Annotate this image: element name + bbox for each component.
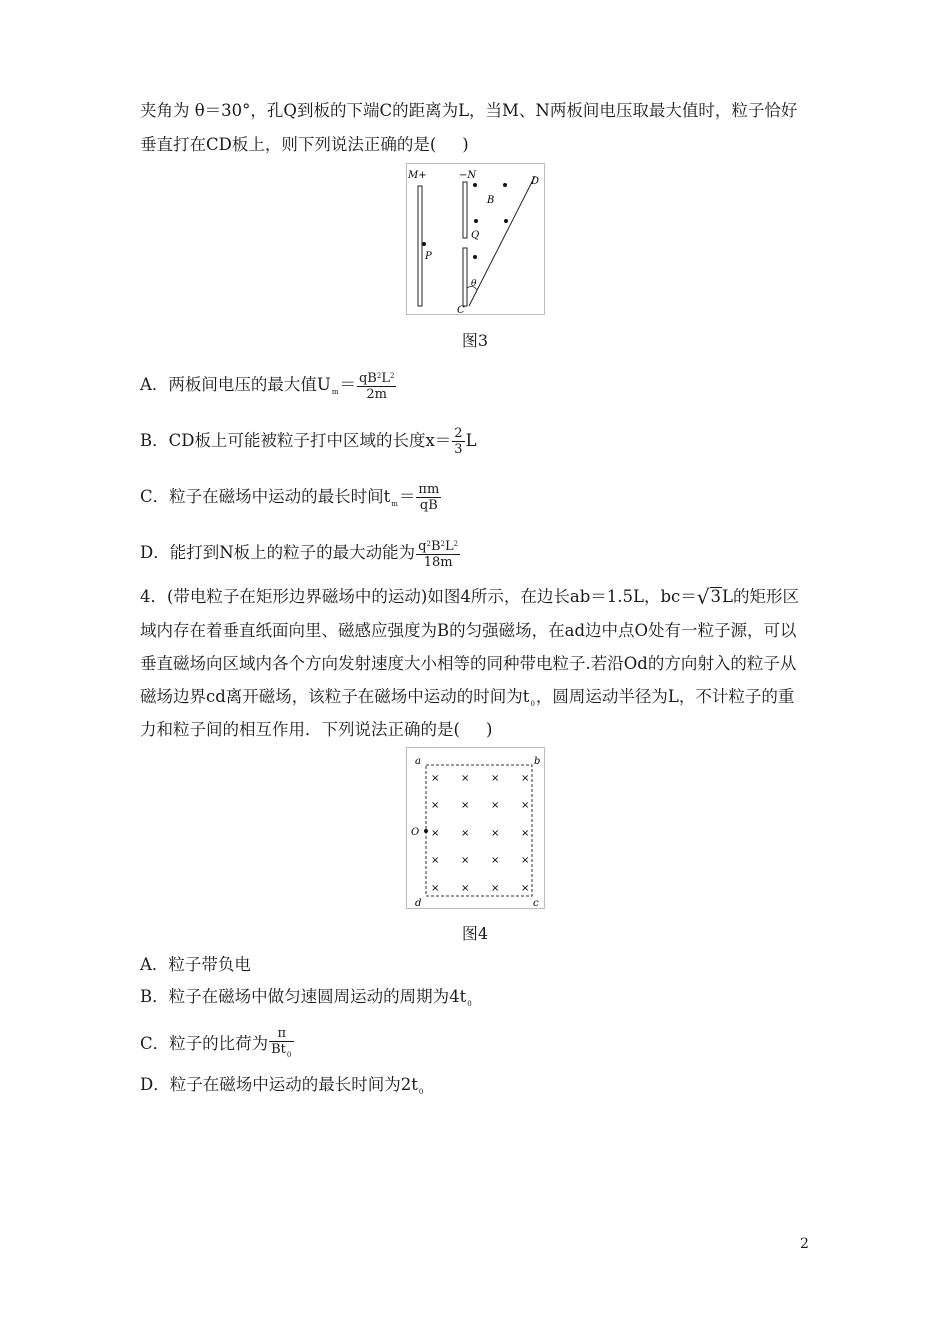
q4-sqrt: 3 (710, 587, 722, 606)
q4-line-4-a: 磁场边界cd离开磁场，该粒子在磁场中运动的时间为t (140, 687, 530, 706)
q4-line-3 (140, 653, 796, 675)
page-number: 2 (800, 1236, 809, 1252)
field-cross: × (521, 828, 530, 839)
q4-c-den-sub: 0 (286, 1051, 292, 1059)
q4-line-1-a: 4．(带电粒子在矩形边界磁场中的运动)如图4所示，在边长ab＝1.5L，bc＝ (140, 587, 697, 606)
field-dot (503, 183, 507, 187)
point-o (424, 829, 428, 833)
q3-a-den: 2m (366, 387, 387, 402)
field-cross: × (491, 855, 500, 866)
field-cross: × (431, 828, 440, 839)
label-q: Q (471, 230, 480, 241)
q3-c-num: πm (418, 482, 440, 497)
field-cross: × (491, 773, 500, 784)
q4-option-a (140, 954, 251, 976)
q4-c-prefix: C．粒子的比荷为 (140, 1034, 269, 1053)
figure-3-caption: 图3 (461, 331, 489, 350)
field-cross: × (461, 855, 470, 866)
field-dot (504, 219, 508, 223)
field-cross: × (461, 800, 470, 811)
point-p (422, 242, 426, 246)
label-a: a (415, 756, 421, 767)
q3-option-c (140, 482, 442, 515)
figure-4 (406, 747, 545, 909)
q3-c-prefix: C．粒子在磁场中运动的最长时间t (140, 487, 391, 506)
q3-b-fraction (452, 426, 464, 457)
q3-b-suffix: L (465, 431, 477, 450)
q3-a-num-sup: 2 (376, 372, 382, 380)
q3-c-eq: ＝ (398, 487, 416, 506)
field-cross: × (521, 800, 530, 811)
q3-b-num: 2 (454, 426, 463, 441)
q3-b-prefix: B．CD板上可能被粒子打中区域的长度x＝ (140, 431, 452, 450)
plate-n-upper (463, 182, 467, 238)
q3-c-fraction (416, 482, 441, 513)
q3-c-den: qB (419, 498, 438, 513)
q3-a-sub: m (331, 388, 339, 396)
field-dot (474, 219, 478, 223)
q3-a-num-l-sup: 2 (389, 372, 395, 380)
intro-text-1: 夹角为 θ＝30°，孔Q到板的下端C的距离为L，当M、N两板间电压取最大值时，粒子恰好 (140, 101, 798, 120)
field-cross: × (461, 828, 470, 839)
field-cross: × (431, 855, 440, 866)
plate-m (418, 186, 422, 306)
q4-d-prefix: D．粒子在磁场中运动的最长时间为2t (140, 1075, 418, 1094)
q4-b-sub: 0 (467, 1000, 472, 1008)
q3-d-num-b: B (430, 539, 441, 554)
field-cross: × (461, 883, 470, 894)
q4-line-4 (140, 686, 794, 715)
q3-d-prefix: D．能打到N板上的粒子的最大动能为 (140, 543, 416, 562)
q4-paren-close: ) (485, 720, 493, 739)
q4-option-b (140, 986, 473, 1015)
label-n-minus: −N (459, 170, 477, 181)
q4-line-4-b: ，圆周运动半径为L，不计粒子的重 (535, 687, 795, 706)
q3-a-eq: ＝ (339, 375, 356, 394)
field-cross: × (461, 773, 470, 784)
q4-a-text: A．粒子带负电 (140, 955, 251, 974)
field-cross: × (521, 855, 530, 866)
q3-d-fraction (416, 537, 460, 570)
label-theta: θ (471, 279, 477, 289)
q3-d-num-l: L (445, 539, 454, 554)
q4-line-3-text: 垂直磁场向区域内各个方向发射速度大小相等的同种带电粒子.若沿Od的方向射入的粒子从 (140, 654, 797, 673)
figure-3 (406, 163, 545, 315)
intro-text-2: 垂直打在CD板上，则下列说法正确的是( (140, 135, 437, 154)
sqrt-icon: √ (696, 585, 710, 609)
figure-3-diagram (407, 164, 544, 314)
q4-line-1-b: L的矩形区 (722, 587, 799, 606)
label-p: P (425, 251, 432, 262)
intro-line-1 (140, 100, 797, 122)
q3-d-den: 18m (423, 555, 453, 570)
q4-line-2-text: 域内存在着垂直纸面向里、磁感应强度为B的匀强磁场，在ad边中点O处有一粒子源，可以 (140, 621, 797, 640)
q4-c-den: Bt (271, 1042, 286, 1057)
q4-b-prefix: B．粒子在磁场中做匀速圆周运动的周期为4t (140, 987, 467, 1006)
q3-d-num-b-sup: 2 (440, 540, 445, 548)
q3-d-num-q: q (418, 539, 427, 554)
field-cross: × (431, 800, 440, 811)
label-d: d (415, 898, 422, 908)
figure-4-diagram (407, 748, 544, 908)
answer-paren-close: ) (462, 135, 469, 154)
field-cross: × (431, 773, 440, 784)
q3-b-den: 3 (454, 442, 463, 457)
q4-line-4-sub: 0 (530, 700, 535, 708)
figure-4-caption: 图4 (461, 924, 489, 943)
field-cross: × (491, 800, 500, 811)
label-b: b (534, 756, 541, 767)
label-m-plus: M+ (408, 170, 427, 181)
field-cross: × (491, 828, 500, 839)
q4-c-fraction (269, 1026, 294, 1063)
plate-cd (469, 176, 535, 306)
field-dot (473, 183, 477, 187)
plate-n-lower (463, 248, 467, 306)
intro-line-2 (140, 134, 469, 156)
label-c: c (533, 898, 539, 908)
q3-a-fraction (357, 369, 396, 402)
label-b: B (487, 195, 495, 206)
q4-line-1 (140, 586, 799, 608)
q4-option-d (140, 1074, 424, 1103)
q4-c-num: π (269, 1026, 294, 1042)
field-cross: × (521, 773, 530, 784)
q4-option-c (140, 1026, 295, 1063)
label-c: C (457, 305, 465, 314)
q4-d-sub: 0 (418, 1088, 424, 1096)
q3-option-d (140, 537, 461, 570)
q3-d-num-l-sup: 2 (453, 540, 459, 548)
q4-line-5 (140, 719, 492, 741)
q3-a-prefix: A．两板间电压的最大值U (140, 375, 331, 394)
field-region (426, 765, 532, 896)
q3-a-num: qB (358, 371, 377, 386)
field-cross: × (521, 883, 530, 894)
q3-option-b (140, 426, 477, 457)
q3-option-a (140, 369, 397, 403)
q4-line-5-text: 力和粒子间的相互作用．下列说法正确的是( (140, 720, 460, 739)
field-cross: × (431, 883, 440, 894)
q3-d-num-q-sup: 2 (426, 540, 431, 548)
label-o: O (411, 827, 420, 838)
q4-line-2 (140, 620, 797, 642)
field-cross: × (491, 883, 500, 894)
label-d: D (531, 176, 540, 187)
cross-grid (431, 773, 529, 894)
q3-c-sub: m (391, 500, 398, 508)
field-dot (473, 255, 477, 259)
q3-a-num-l: L (381, 371, 390, 386)
